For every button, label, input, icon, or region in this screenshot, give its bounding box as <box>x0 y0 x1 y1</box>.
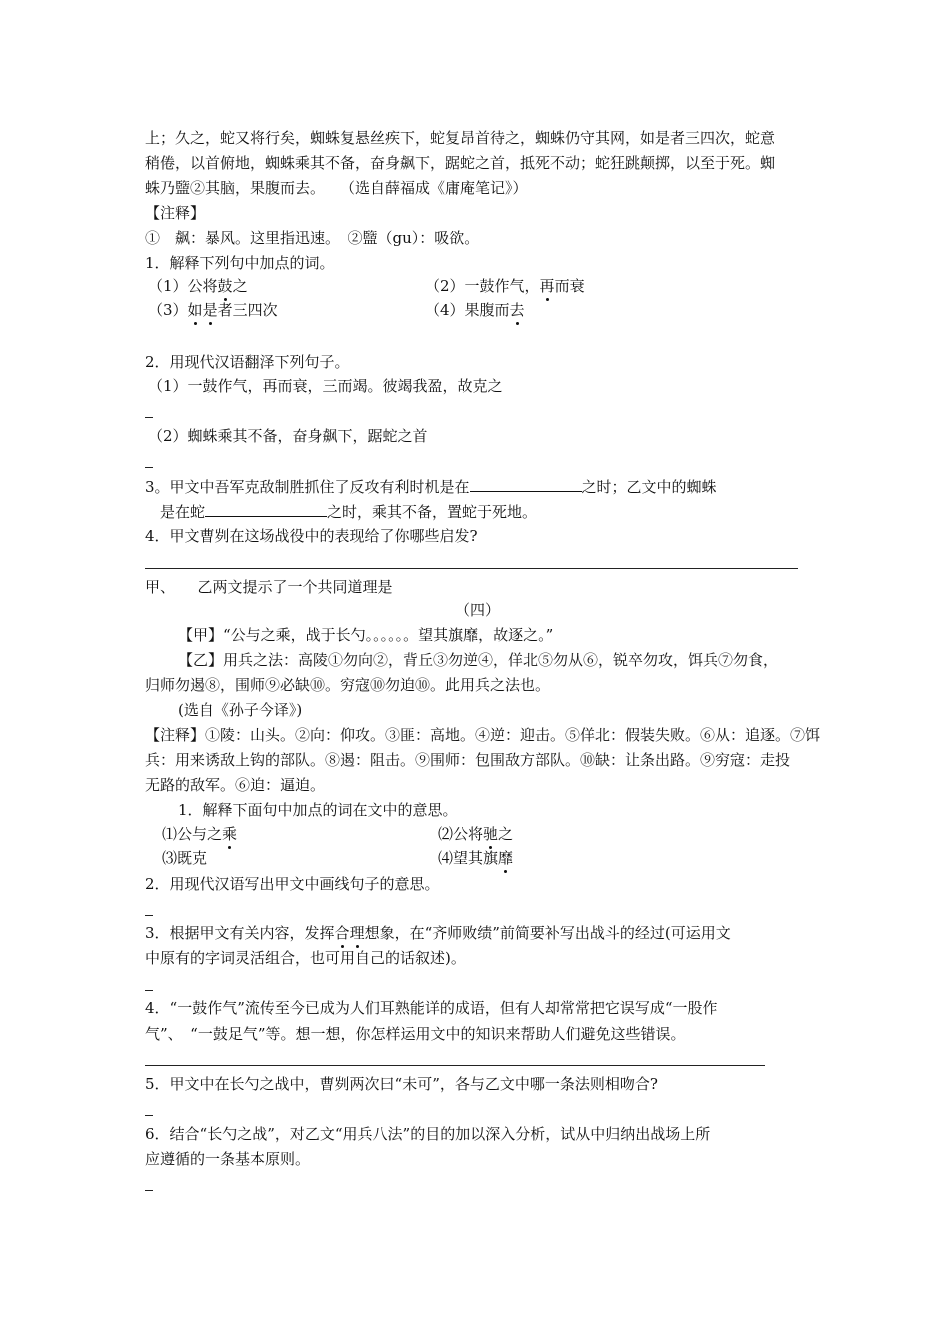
question-1-item-3: （3）如是者三四次 <box>148 301 278 319</box>
part4-question-1-item-2: ⑵公将驰之 <box>438 825 514 843</box>
passage-line-3: 蛛乃盬②其脑，果腹而去。 （选自薛福成《庸庵笔记》） <box>145 179 528 197</box>
part4-question-6-line-1: 6．结合“长勺之战”，对乙文“用兵八法”的目的加以深入分析，试从中归纳出战场上所 <box>145 1125 711 1143</box>
part4-question-1-item-1: ⑴公与之乘 <box>162 825 238 843</box>
part4-question-5: 5．甲文中在长勺之战中，曹刿两次曰“未可”，各与乙文中哪一条法则相吻合? <box>145 1075 658 1093</box>
part4-question-1-item-3: ⑶既克 <box>162 849 208 867</box>
question-1-item-2: （2）一鼓作气，再而衰 <box>425 277 585 295</box>
notes2-line-1: 【注释】①陵：山头。②向：仰攻。③匪：高地。④逆：迎击。⑤佯北：假装失败。⑥从：追逐。⑦饵 <box>145 726 821 744</box>
part4-question-1-item-4: ⑷望其旗靡 <box>438 849 514 867</box>
notes2-line-2: 兵：用来诱敌上钩的部队。⑧遏：阻击。⑨围师：包围敌方部队。⑩缺：让条出路。⑨穷寇：走投 <box>145 751 791 769</box>
answer-line <box>145 915 153 916</box>
notes-line: ① 飙：暴风。这里指迅速。 ②盬（gu）：吸欲。 <box>145 229 480 247</box>
question-3-line-2: 是在蛇 之时，乘其不备，置蛇于死地。 <box>145 503 538 521</box>
answer-line <box>145 1115 153 1116</box>
passage-line-2: 稍倦，以首俯地，蜘蛛乘其不备，奋身飙下，踞蛇之首，抵死不动；蛇狂跳颠掷，以至于死。蜘 <box>145 154 776 172</box>
part4-question-3-line-2: 中原有的字词灵活组合，也可用自己的话叙述)。 <box>145 949 466 967</box>
notes2-line-3: 无路的敌军。⑥迫：逼迫。 <box>145 776 326 794</box>
part4-question-6-line-2: 应遵循的一条基本原则。 <box>145 1150 311 1168</box>
part4-question-2: 2．用现代汉语写出甲文中画线句子的意思。 <box>145 875 440 893</box>
text-jia: 【甲】“公与之乘，战于长勺。。。。。。望其旗靡，故逐之。” <box>178 626 554 644</box>
question-2-title: 2．用现代汉语翻泽下列句子。 <box>145 353 350 371</box>
passage-line-1: 上；久之，蛇又将行矣，蜘蛛复悬丝疾下，蛇复昂首待之，蜘蛛仍守其网，如是者三四次，蛇意 <box>145 129 776 147</box>
question-2-sentence-2: （2）蜘蛛乘其不备，奋身飙下，踞蛇之首 <box>148 427 428 445</box>
fill-blank <box>205 501 327 517</box>
answer-rule <box>145 1065 765 1066</box>
common-principle-prompt: 甲、 乙两文提示了一个共同道理是 <box>145 578 393 596</box>
question-1-item-1: （1）公将鼓之 <box>148 277 248 295</box>
text-yi-line-2: 归师勿遏⑧，围师⑨必缺⑩。穷寇⑩勿迫⑩。此用兵之法也。 <box>145 676 551 694</box>
part4-question-3-line-1: 3．根据甲文有关内容，发挥合理想象，在“齐师败绩”前简要补写出战斗的经过(可运用文 <box>145 924 731 942</box>
part4-question-4-line-1: 4．“一鼓作气”流传至今已成为人们耳熟能详的成语，但有人却常常把它误写成“一股作 <box>145 999 718 1017</box>
text-yi-line-1: 【乙】用兵之法：高陵①勿向②，背丘③勿逆④，佯北⑤勿从⑥，锐卒勿攻，饵兵⑦勿食， <box>178 651 779 669</box>
notes-heading: 【注释】 <box>145 204 206 222</box>
part4-question-4-line-2: 气”、 “一鼓足气”等。想一想，你怎样运用文中的知识来帮助人们避免这些错误。 <box>145 1025 686 1043</box>
section-heading: （四） <box>455 601 501 619</box>
answer-line <box>145 417 153 418</box>
question-1-title: 1．解释下列句中加点的词。 <box>145 254 335 272</box>
question-4: 4．甲文曹刿在这场战役中的表现给了你哪些启发? <box>145 527 478 545</box>
answer-line <box>145 990 153 991</box>
answer-rule <box>145 568 798 569</box>
text-yi-source: (选自《孙子今译》) <box>178 701 303 719</box>
question-3-line-1: 3。甲文中吾军克敌制胜抓住了反攻有利时机是在 之时；乙文中的蜘蛛 <box>145 478 717 496</box>
answer-line <box>145 467 153 468</box>
part4-question-1-title: 1．解释下面句中加点的词在文中的意思。 <box>178 801 458 819</box>
question-2-sentence-1: （1）一鼓作气，再而衰，三而竭。彼竭我盈，故克之 <box>148 377 503 395</box>
answer-line <box>145 1190 153 1191</box>
fill-blank <box>470 476 582 492</box>
question-1-item-4: （4）果腹而去 <box>425 301 525 319</box>
